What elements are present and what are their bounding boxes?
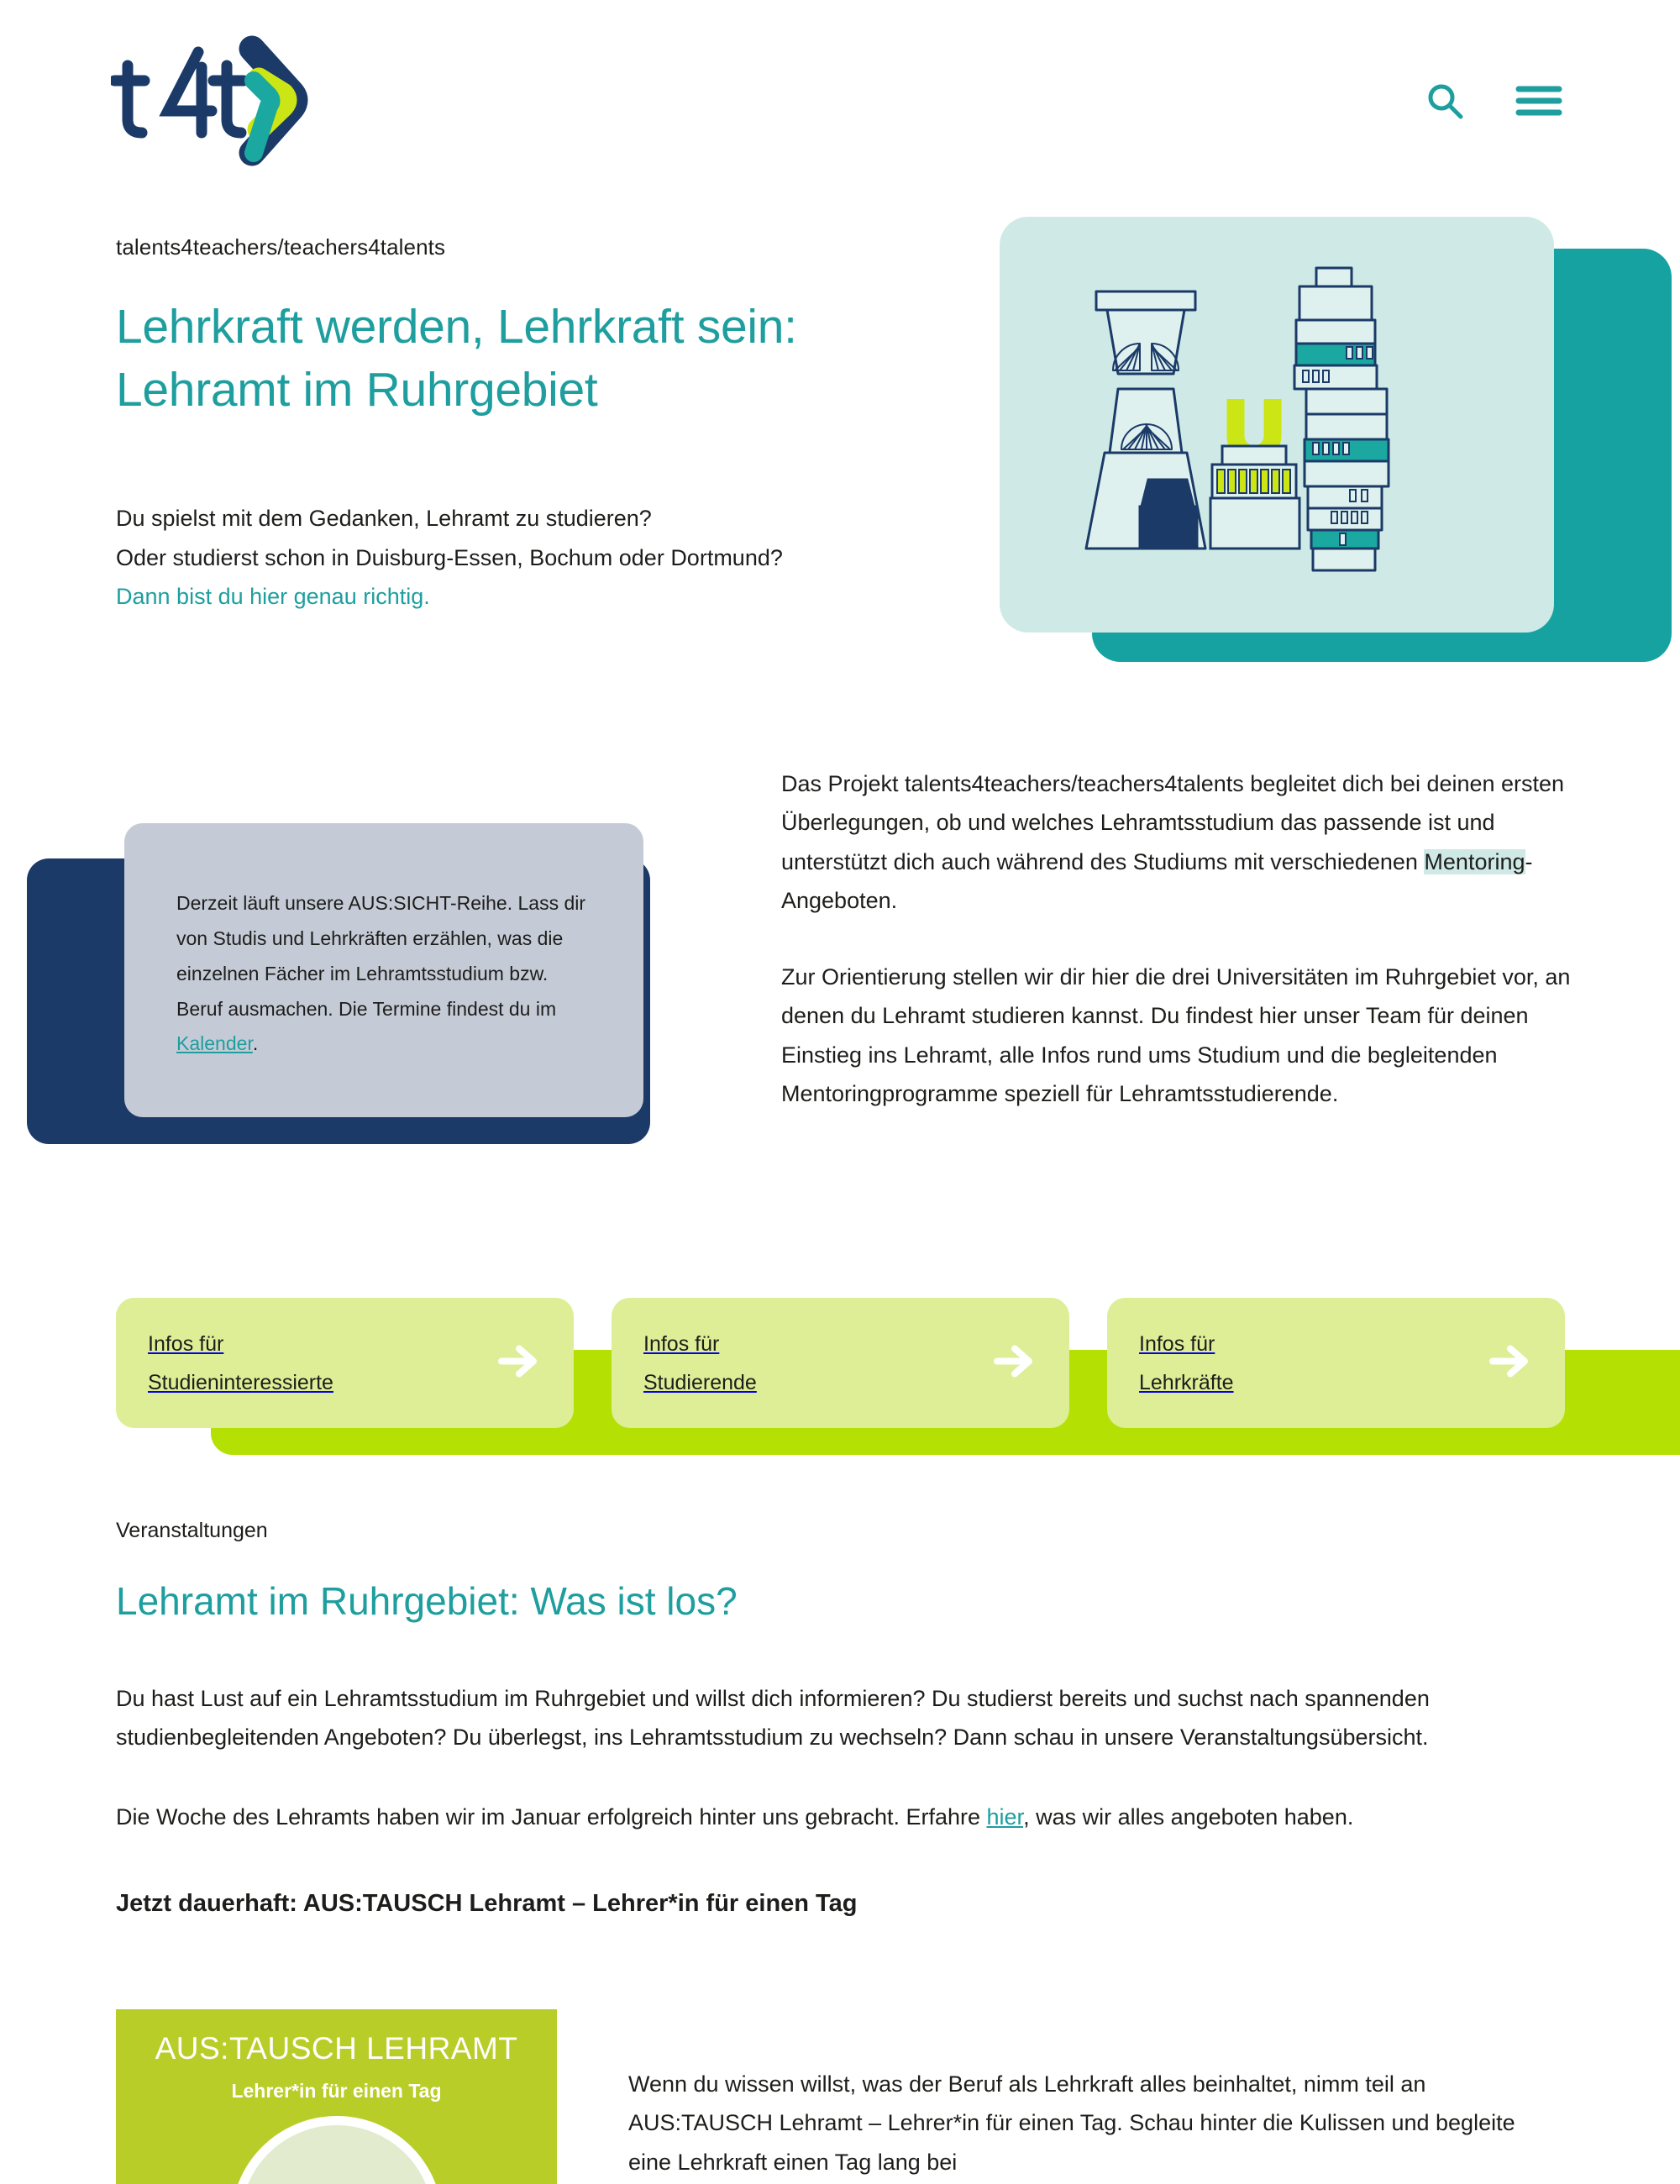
kalender-link[interactable]: Kalender bbox=[176, 1032, 253, 1055]
note-card-text bbox=[176, 886, 591, 1062]
mentoring-highlight: Mentoring bbox=[1424, 848, 1525, 874]
events-p2-part1: Die Woche des Lehramts haben wir im Januar erfolgreich hinter uns gebracht. Erfahre bbox=[116, 1803, 987, 1830]
header-actions bbox=[1425, 81, 1562, 121]
intro-paragraph-2: Zur Orientierung stellen wir dir hier die drei Universitäten im Ruhrgebiet vor, an denen du Lehramt studieren kannst. Du findest hier unser Team für deinen Einstieg ins Lehramt, alle Infos rund ums Studium und die begleitenden Mentoringprogramme speziell für Lehramtsstudierende. bbox=[781, 963, 1571, 1107]
hero-lead-line-1: Du spielst mit dem Gedanken, Lehramt zu studieren? bbox=[116, 506, 652, 532]
events-paragraph-1: Du hast Lust auf ein Lehramtsstudium im Ruhrgebiet und willst dich informieren? Du studierst bereits und suchst nach spannenden studienbegleitenden Angeboten? Du überlegst, ins Lehramtsstudium zu wechseln? Dann schau in unsere Veranstaltungsübersicht. bbox=[116, 1685, 1430, 1751]
intro-p1-part2: -Angeboten. bbox=[781, 848, 1533, 914]
arrow-right-icon bbox=[992, 1342, 1037, 1383]
arrow-right-icon bbox=[496, 1342, 542, 1383]
hero-text-block bbox=[116, 234, 1006, 617]
hier-link[interactable]: hier bbox=[986, 1803, 1024, 1830]
cta-card-studierende[interactable] bbox=[612, 1298, 1069, 1428]
intro-paragraph-1 bbox=[781, 764, 1571, 921]
hamburger-menu-icon[interactable] bbox=[1515, 83, 1562, 118]
cta-card-label bbox=[148, 1325, 542, 1403]
cta-label-line-2: Lehrkräfte bbox=[1139, 1371, 1234, 1395]
site-header bbox=[0, 0, 1680, 210]
events-p2-part2: , was wir alles angeboten haben. bbox=[1023, 1803, 1354, 1830]
note-card bbox=[124, 823, 643, 1117]
austausch-description bbox=[628, 2065, 1561, 2181]
cta-cards bbox=[116, 1298, 1565, 1428]
cta-card-label bbox=[1139, 1325, 1533, 1403]
note-text-before: Derzeit läuft unsere AUS:SICHT-Reihe. Lass dir von Studis und Lehrkräften erzählen, was die einzelnen Fächer im Lehramtsstudium bzw. Beruf ausmachen. Die Termine findest du im bbox=[176, 892, 586, 1020]
intro-p1-part1: Das Projekt talents4teachers/teachers4talents begleitet dich bei deinen ersten Überlegungen, ob und welches Lehramtsstudium das passende ist und unterstützt dich auch während des Studiums mit verschiedenen bbox=[781, 771, 1565, 874]
intro-column bbox=[781, 764, 1571, 1114]
cta-card-label bbox=[643, 1325, 1037, 1403]
hero-lead-line-2: Oder studierst schon in Duisburg-Essen, Bochum oder Dortmund? bbox=[116, 544, 783, 570]
cta-label-line-2: Studierende bbox=[643, 1371, 757, 1395]
hero-lead bbox=[116, 499, 1006, 616]
cta-card-lehrkraefte[interactable] bbox=[1107, 1298, 1565, 1428]
austausch-flyer-image[interactable] bbox=[116, 2009, 557, 2184]
cta-card-studieninteressierte[interactable] bbox=[116, 1298, 574, 1428]
cta-label-line-1: Infos für bbox=[643, 1332, 720, 1356]
search-icon[interactable] bbox=[1425, 81, 1465, 121]
note-card-wrapper bbox=[27, 823, 758, 1151]
cta-label-line-1: Infos für bbox=[148, 1332, 224, 1356]
events-kicker: Veranstaltungen bbox=[116, 1519, 268, 1542]
hero-media-card bbox=[1000, 217, 1554, 633]
cta-card-row bbox=[116, 1298, 1670, 1457]
site-logo[interactable] bbox=[111, 18, 338, 186]
events-title: Lehramt im Ruhrgebiet: Was ist los? bbox=[116, 1579, 738, 1623]
austausch-paragraph: Wenn du wissen willst, was der Beruf als Lehrkraft alles beinhaltet, nimm teil an AUS:TAUSCH Lehramt – Lehrer*in für einen Tag. Schau hinter die Kulissen und begleite eine Lehrkraft einen Tag lang bei bbox=[628, 2071, 1515, 2175]
events-paragraph-2 bbox=[116, 1798, 1569, 1836]
cta-label-line-2: Studieninteressierte bbox=[148, 1371, 333, 1395]
austausch-subheading: Jetzt dauerhaft: AUS:TAUSCH Lehramt – Lehrer*in für einen Tag bbox=[116, 1890, 858, 1918]
hero-title-line-1: Lehrkraft werden, Lehrkraft sein: bbox=[116, 299, 797, 354]
note-text-after: . bbox=[252, 1032, 259, 1055]
flyer-subtitle: Lehrer*in für einen Tag bbox=[231, 2079, 442, 2102]
cta-label-line-1: Infos für bbox=[1139, 1332, 1215, 1356]
arrow-right-icon bbox=[1488, 1342, 1533, 1383]
calendar-illustration bbox=[286, 2174, 387, 2184]
hero-lead-line-3: Dann bist du hier genau richtig. bbox=[116, 584, 430, 610]
events-section bbox=[116, 1519, 1569, 1921]
flyer-title: AUS:TAUSCH LEHRAMT bbox=[155, 2031, 518, 2066]
hero-media bbox=[1000, 217, 1672, 662]
hero-title-line-2: Lehramt im Ruhrgebiet bbox=[116, 363, 598, 417]
page-title bbox=[116, 296, 1006, 422]
ruhrgebiet-landmarks-illustration bbox=[1079, 263, 1499, 599]
hero-kicker: talents4teachers/teachers4talents bbox=[116, 234, 446, 260]
logo-mark-icon bbox=[111, 18, 338, 186]
